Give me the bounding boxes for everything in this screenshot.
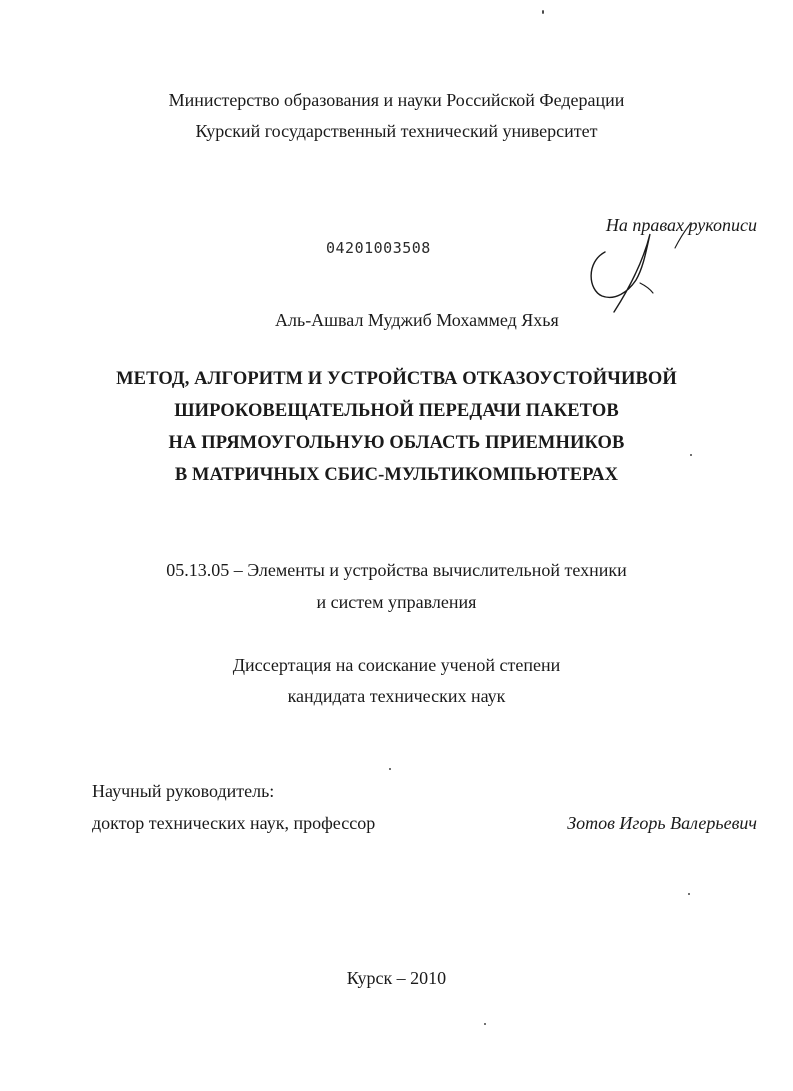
scan-speck xyxy=(690,454,692,456)
degree-line-2: кандидата технических наук xyxy=(287,686,506,706)
degree-line-1: Диссертация на соискание ученой степени xyxy=(232,655,561,675)
title-line-2: ШИРОКОВЕЩАТЕЛЬНОЙ ПЕРЕДАЧИ ПАКЕТОВ xyxy=(174,401,619,421)
scan-speck xyxy=(484,1023,486,1025)
author-name: Аль-Ашвал Муджиб Мохаммед Яхья xyxy=(275,310,559,330)
supervisor-rank: доктор технических наук, профессор xyxy=(92,813,376,833)
specialty-line-2: и систем управления xyxy=(316,592,477,612)
specialty-line-1: 05.13.05 – Элементы и устройства вычислительной техники xyxy=(166,560,627,580)
title-line-4: В МАТРИЧНЫХ СБИС-МУЛЬТИКОМПЬЮТЕРАХ xyxy=(174,465,619,485)
ministry-line: Министерство образования и науки Российской Федерации xyxy=(168,90,625,110)
scan-speck xyxy=(389,768,391,770)
supervisor-name: Зотов Игорь Валерьевич xyxy=(567,813,757,833)
scan-speck xyxy=(542,10,544,14)
title-line-1: МЕТОД, АЛГОРИТМ И УСТРОЙСТВА ОТКАЗОУСТОЙЧИВОЙ xyxy=(116,369,677,389)
city-year: Курск – 2010 xyxy=(346,968,447,988)
scan-speck xyxy=(688,893,690,895)
manuscript-mark: На правах рукописи xyxy=(605,215,757,235)
supervisor-label: Научный руководитель: xyxy=(92,781,275,801)
university-line: Курский государственный технический университет xyxy=(195,121,598,141)
registration-number: 04201003508 xyxy=(326,239,431,257)
title-line-3: НА ПРЯМОУГОЛЬНУЮ ОБЛАСТЬ ПРИЕМНИКОВ xyxy=(168,433,625,453)
